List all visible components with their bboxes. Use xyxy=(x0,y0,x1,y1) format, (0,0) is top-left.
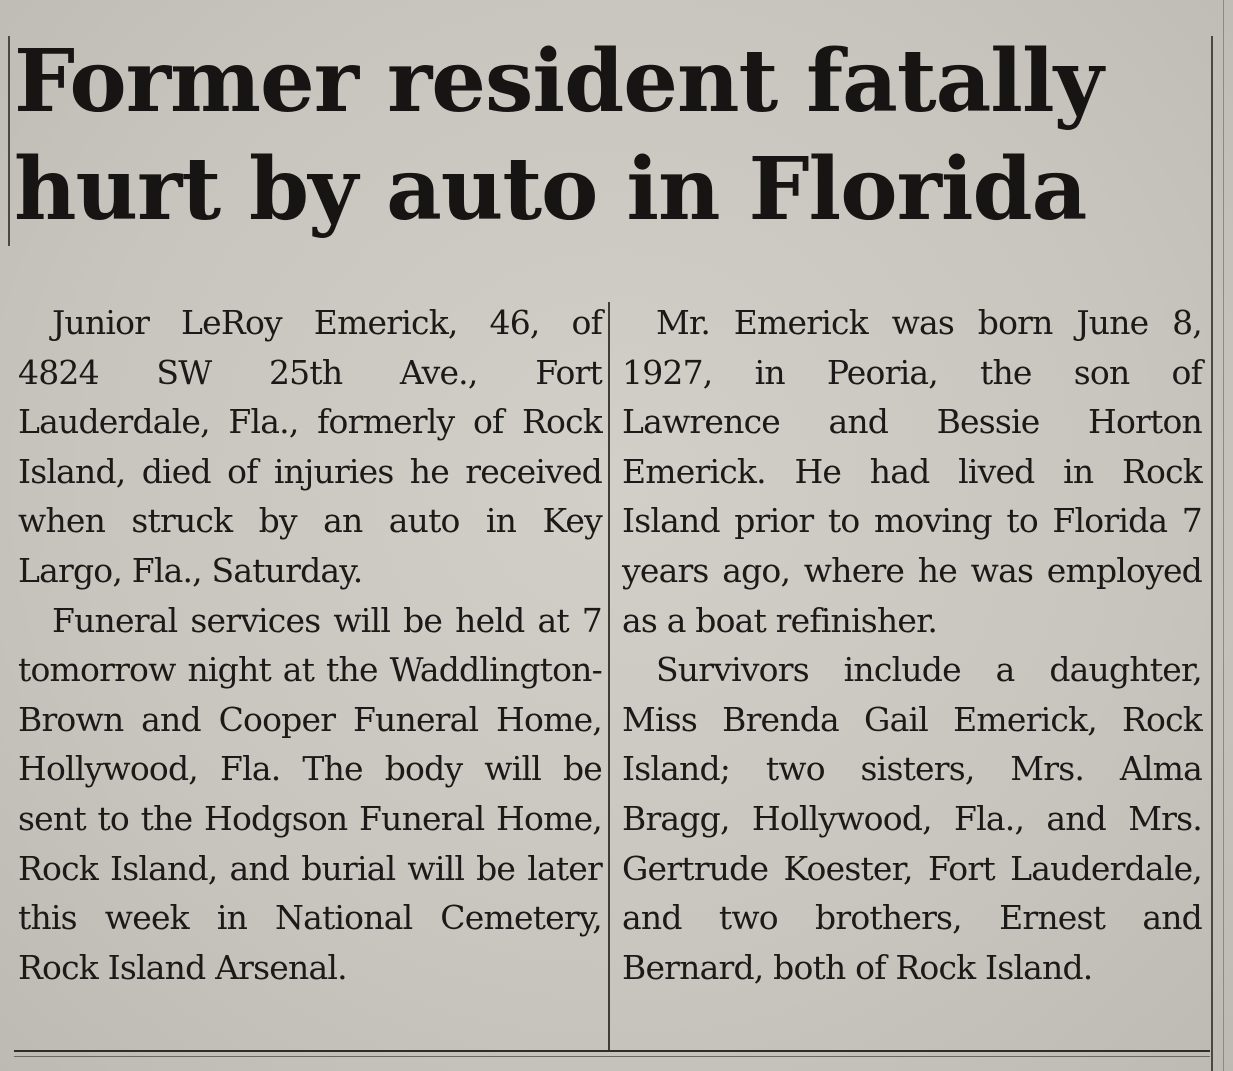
article-paragraph: Mr. Emerick was born June 8, 1927, in Peoria, the son of Lawrence and Bessie Horton Emerick. He had lived in Rock Island prior to moving to Florida 7 years ago, where he was employed as a boat refinisher. xyxy=(622,303,1202,640)
article-paragraph: Survivors include a daughter, Miss Brenda Gail Emerick, Rock Island; two sisters, Mrs. Alma Bragg, Hollywood, Fla., and Mrs. Gertrude Koester, Fort Lauderdale, and two brothers, Ernest and Bernard, both of Rock Island. xyxy=(622,650,1202,987)
left-column-rule xyxy=(8,36,10,246)
article-paragraph: Funeral services will be held at 7 tomorrow night at the Waddlington-Brown and Cooper Funeral Home, Hollywood, Fla. The body will be sent to the Hodgson Funeral Home, Rock Island, and burial will be later this week in National Cemetery, Rock Island Arsenal. xyxy=(18,600,602,987)
column-divider xyxy=(608,302,610,1050)
headline-line-1: Former resident fatally xyxy=(14,31,1103,132)
page-edge-rule xyxy=(1223,0,1224,1071)
article-column-left xyxy=(18,298,602,992)
bottom-rule-secondary xyxy=(14,1056,1210,1057)
bottom-rule xyxy=(14,1050,1210,1052)
right-column-rule xyxy=(1211,36,1213,1071)
headline-line-2: hurt by auto in Florida xyxy=(14,139,1087,240)
article-paragraph: Junior LeRoy Emerick, 46, of 4824 SW 25th Ave., Fort Lauderdale, Fla., formerly of Rock Island, died of injuries he received when struck by an auto in Key Largo, Fla., Saturday. xyxy=(18,303,602,590)
headline xyxy=(14,28,1204,244)
article-column-right xyxy=(622,298,1202,992)
